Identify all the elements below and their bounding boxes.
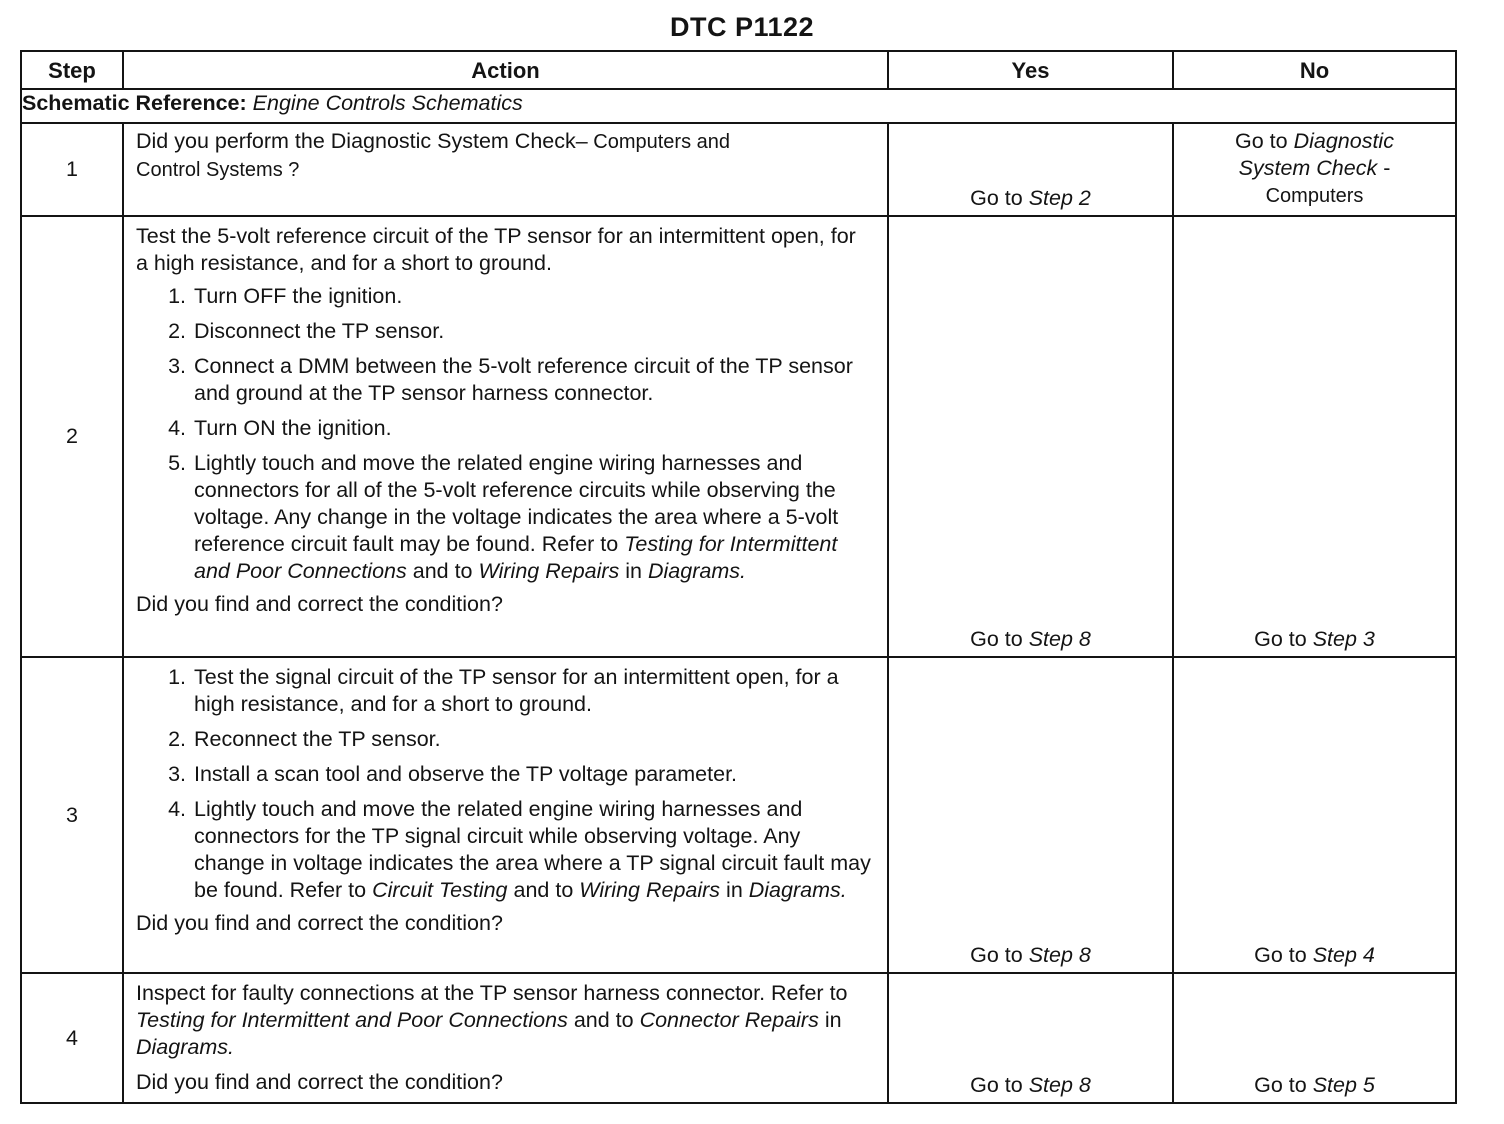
no-prefix: Go to <box>1254 627 1313 651</box>
step-number: 1 <box>21 123 123 216</box>
list-item: 3. Install a scan tool and observe the TP voltage parameter. <box>192 761 873 788</box>
no-link[interactable]: Step 4 <box>1312 943 1375 967</box>
no-link[interactable]: Step 3 <box>1312 627 1375 651</box>
list-item: 2. Reconnect the TP sensor. <box>192 726 873 753</box>
header-action: Action <box>123 51 888 89</box>
no-cell <box>1173 973 1456 1103</box>
reference-link[interactable]: Testing for Intermittent and Poor Connections <box>194 532 838 583</box>
item-text: Lightly touch and move the related engine wiring harnesses and connectors for the TP signal circuit while observing voltage. Any change in voltage indicates the area where a TP signal circuit fault may be found. Refer to <box>194 797 871 902</box>
no-prefix: Go to <box>1235 129 1294 153</box>
reference-link[interactable]: Diagrams. <box>136 1035 234 1059</box>
action-text: in <box>818 1008 842 1032</box>
no-link[interactable]: Step 5 <box>1312 1073 1375 1097</box>
step-number: 4 <box>21 973 123 1103</box>
item-text: and to <box>507 878 580 902</box>
schematic-link[interactable]: Engine Controls Schematics <box>252 91 523 115</box>
reference-link[interactable]: Circuit Testing <box>372 878 508 902</box>
item-text: and to <box>406 559 479 583</box>
action-intro: Test the 5-volt reference circuit of the TP sensor for an intermittent open, for a high resistance, and for a short to ground. <box>136 224 856 275</box>
no-link-2[interactable]: System Check <box>1238 156 1378 180</box>
yes-link[interactable]: Step 8 <box>1028 943 1091 967</box>
no-link-3[interactable]: Computers <box>1265 185 1364 207</box>
question-text: Did you find and correct the condition? <box>136 1070 503 1094</box>
diagnostic-table <box>20 50 1457 1104</box>
table-header-row <box>21 51 1456 89</box>
list-item: 1. Turn OFF the ignition. <box>192 283 873 310</box>
action-cell <box>123 123 888 216</box>
yes-link[interactable]: Step 8 <box>1028 627 1091 651</box>
action-text: Inspect for faulty connections at the TP sensor harness connector. Refer to <box>136 981 848 1005</box>
action-text: and to <box>567 1008 640 1032</box>
no-cell <box>1173 123 1456 216</box>
yes-link[interactable]: Step 8 <box>1028 1073 1091 1097</box>
action-dash: – <box>575 129 588 153</box>
action-cell <box>123 973 888 1103</box>
table-row-step-3 <box>21 657 1456 973</box>
list-item <box>192 796 873 904</box>
list-item: 1. Test the signal circuit of the TP sensor for an intermittent open, for a high resistance, and for a short to ground. <box>192 664 873 718</box>
action-cell <box>123 657 888 973</box>
no-link-1[interactable]: Diagnostic <box>1293 129 1394 153</box>
yes-prefix: Go to <box>970 186 1029 210</box>
yes-cell <box>888 657 1173 973</box>
list-item: 4. Turn ON the ignition. <box>192 415 873 442</box>
header-no: No <box>1173 51 1456 89</box>
table-row-step-1 <box>21 123 1456 216</box>
reference-link[interactable]: Testing for Intermittent and Poor Connections <box>136 1008 568 1032</box>
action-text-b: Computers and <box>587 131 730 153</box>
action-text: Did you perform the Diagnostic System Check <box>136 129 576 153</box>
yes-prefix: Go to <box>970 1073 1029 1097</box>
procedure-list <box>136 664 873 904</box>
table-row-step-2 <box>21 216 1456 657</box>
schematic-reference-row <box>21 89 1456 123</box>
question-text: Did you find and correct the condition? <box>136 911 503 935</box>
item-text: in <box>720 878 749 902</box>
no-cell <box>1173 657 1456 973</box>
reference-link[interactable]: Wiring Repairs <box>579 878 721 902</box>
reference-link[interactable]: Connector Repairs <box>639 1008 819 1032</box>
list-item: 2. Disconnect the TP sensor. <box>192 318 873 345</box>
no-prefix: Go to <box>1254 943 1313 967</box>
procedure-list <box>136 283 873 585</box>
item-text: in <box>619 559 648 583</box>
yes-cell <box>888 123 1173 216</box>
schematic-label: Schematic Reference: <box>22 91 247 115</box>
item-text: Lightly touch and move the related engine wiring harnesses and connectors for all of the 5-volt reference circuits while observing the voltage. Any change in the voltage indicates the area where a 5-volt reference circuit fault may be found. Refer to <box>194 451 839 556</box>
yes-prefix: Go to <box>970 627 1029 651</box>
question-text: Did you find and correct the condition? <box>136 592 503 616</box>
no-suffix: - <box>1377 156 1391 180</box>
yes-cell <box>888 973 1173 1103</box>
yes-prefix: Go to <box>970 943 1029 967</box>
list-item: 3. Connect a DMM between the 5-volt reference circuit of the TP sensor and ground at the TP sensor harness connector. <box>192 353 873 407</box>
header-step: Step <box>21 51 123 89</box>
no-cell <box>1173 216 1456 657</box>
list-item <box>192 450 873 585</box>
page-title: DTC P1122 <box>669 12 815 42</box>
action-text-c: Control Systems ? <box>136 159 300 181</box>
action-body <box>136 980 873 1061</box>
step-number: 3 <box>21 657 123 973</box>
header-yes: Yes <box>888 51 1173 89</box>
reference-link[interactable]: Diagrams. <box>647 559 746 583</box>
no-prefix: Go to <box>1254 1073 1313 1097</box>
yes-link[interactable]: Step 2 <box>1028 186 1091 210</box>
reference-link[interactable]: Wiring Repairs <box>478 559 620 583</box>
yes-cell <box>888 216 1173 657</box>
reference-link[interactable]: Diagrams. <box>748 878 847 902</box>
step-number: 2 <box>21 216 123 657</box>
table-row-step-4 <box>21 973 1456 1103</box>
action-cell <box>123 216 888 657</box>
